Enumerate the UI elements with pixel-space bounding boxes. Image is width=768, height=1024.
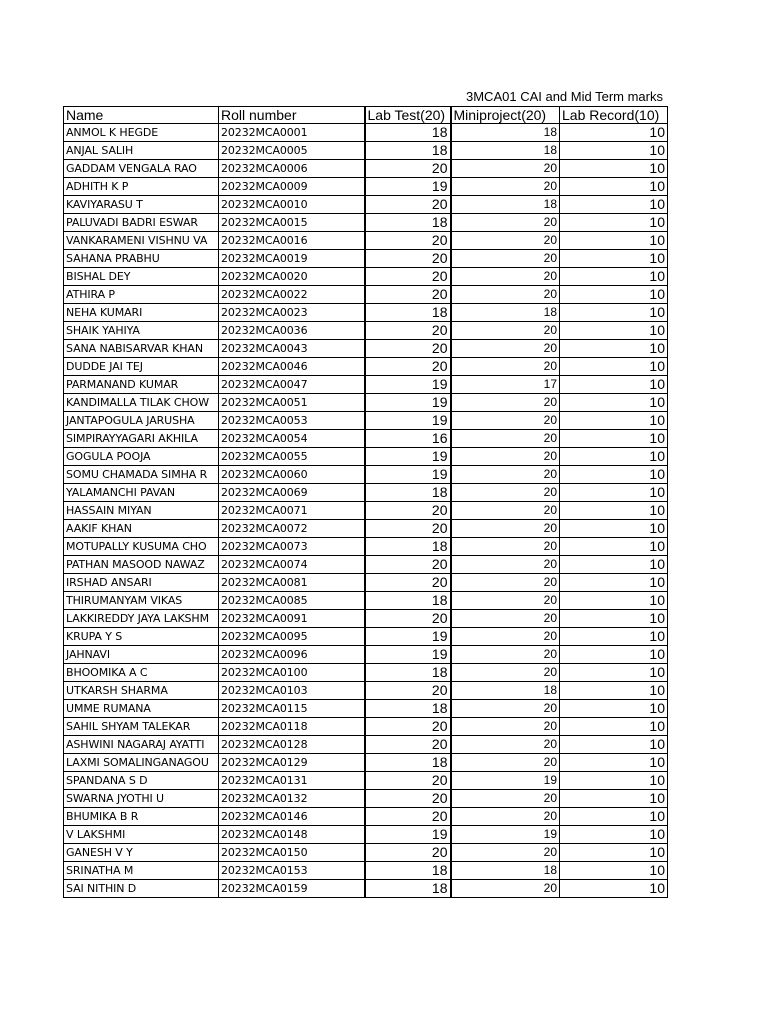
cell-name[interactable]: YALAMANCHI PAVAN <box>64 484 219 502</box>
cell-miniproject[interactable]: 20 <box>451 232 560 250</box>
cell-miniproject[interactable]: 20 <box>451 484 560 502</box>
table-row <box>64 160 668 178</box>
table-row <box>64 376 668 394</box>
cell-name[interactable]: BISHAL DEY <box>64 268 219 286</box>
table-row <box>64 448 668 466</box>
column-header-miniproject[interactable]: Miniproject(20) <box>451 107 560 124</box>
cell-roll-number[interactable]: 20232MCA0046 <box>219 358 365 376</box>
table-row <box>64 538 668 556</box>
cell-lab-test[interactable]: 18 <box>365 754 451 772</box>
cell-lab-record[interactable]: 10 <box>560 844 668 862</box>
cell-name[interactable]: UMME RUMANA <box>64 700 219 718</box>
table-row <box>64 340 668 358</box>
cell-roll-number[interactable]: 20232MCA0051 <box>219 394 365 412</box>
cell-roll-number[interactable]: 20232MCA0153 <box>219 862 365 880</box>
table-row <box>64 790 668 808</box>
cell-lab-test[interactable]: 18 <box>365 484 451 502</box>
cell-name[interactable]: GOGULA POOJA <box>64 448 219 466</box>
cell-roll-number[interactable]: 20232MCA0043 <box>219 340 365 358</box>
cell-lab-record[interactable]: 10 <box>560 340 668 358</box>
cell-miniproject[interactable]: 20 <box>451 340 560 358</box>
cell-name[interactable]: SANA NABISARVAR KHAN <box>64 340 219 358</box>
cell-lab-test[interactable]: 16 <box>365 430 451 448</box>
table-row <box>64 844 668 862</box>
cell-roll-number[interactable]: 20232MCA0071 <box>219 502 365 520</box>
table-row <box>64 718 668 736</box>
cell-lab-record[interactable]: 10 <box>560 358 668 376</box>
cell-lab-record[interactable]: 10 <box>560 646 668 664</box>
cell-miniproject[interactable]: 20 <box>451 556 560 574</box>
cell-name[interactable]: JANTAPOGULA JARUSHA <box>64 412 219 430</box>
cell-miniproject[interactable]: 20 <box>451 718 560 736</box>
cell-name[interactable]: VANKARAMENI VISHNU VA <box>64 232 219 250</box>
cell-roll-number[interactable]: 20232MCA0009 <box>219 178 365 196</box>
cell-miniproject[interactable]: 20 <box>451 880 560 898</box>
cell-lab-test[interactable]: 20 <box>365 322 451 340</box>
cell-name[interactable]: PATHAN MASOOD NAWAZ <box>64 556 219 574</box>
table-row <box>64 358 668 376</box>
cell-name[interactable]: KANDIMALLA TILAK CHOW <box>64 394 219 412</box>
cell-roll-number[interactable]: 20232MCA0016 <box>219 232 365 250</box>
cell-roll-number[interactable]: 20232MCA0096 <box>219 646 365 664</box>
table-row <box>64 196 668 214</box>
cell-roll-number[interactable]: 20232MCA0006 <box>219 160 365 178</box>
cell-lab-test[interactable]: 20 <box>365 268 451 286</box>
cell-name[interactable]: GADDAM VENGALA RAO <box>64 160 219 178</box>
table-row <box>64 322 668 340</box>
cell-name[interactable]: SAHANA PRABHU <box>64 250 219 268</box>
cell-miniproject[interactable]: 20 <box>451 286 560 304</box>
cell-roll-number[interactable]: 20232MCA0103 <box>219 682 365 700</box>
cell-lab-record[interactable]: 10 <box>560 214 668 232</box>
cell-roll-number[interactable]: 20232MCA0001 <box>219 124 365 142</box>
cell-miniproject[interactable]: 20 <box>451 178 560 196</box>
marks-table <box>63 106 668 898</box>
cell-name[interactable]: SIMPIRAYYAGARI AKHILA <box>64 430 219 448</box>
cell-roll-number[interactable]: 20232MCA0129 <box>219 754 365 772</box>
cell-miniproject[interactable]: 19 <box>451 772 560 790</box>
cell-name[interactable]: PALUVADI BADRI ESWAR <box>64 214 219 232</box>
cell-roll-number[interactable]: 20232MCA0085 <box>219 592 365 610</box>
cell-miniproject[interactable]: 18 <box>451 142 560 160</box>
cell-lab-record[interactable]: 10 <box>560 880 668 898</box>
cell-lab-test[interactable]: 18 <box>365 124 451 142</box>
cell-lab-test[interactable]: 20 <box>365 196 451 214</box>
cell-lab-test[interactable]: 19 <box>365 394 451 412</box>
cell-lab-test[interactable]: 20 <box>365 556 451 574</box>
cell-lab-record[interactable]: 10 <box>560 628 668 646</box>
cell-name[interactable]: ASHWINI NAGARAJ AYATTI <box>64 736 219 754</box>
cell-roll-number[interactable]: 20232MCA0010 <box>219 196 365 214</box>
cell-miniproject[interactable]: 18 <box>451 304 560 322</box>
cell-roll-number[interactable]: 20232MCA0074 <box>219 556 365 574</box>
cell-name[interactable]: UTKARSH SHARMA <box>64 682 219 700</box>
cell-lab-test[interactable]: 18 <box>365 214 451 232</box>
cell-lab-test[interactable]: 20 <box>365 250 451 268</box>
cell-miniproject[interactable]: 20 <box>451 628 560 646</box>
column-header-name[interactable]: Name <box>64 107 219 124</box>
cell-lab-record[interactable]: 10 <box>560 376 668 394</box>
cell-lab-record[interactable]: 10 <box>560 574 668 592</box>
cell-miniproject[interactable]: 20 <box>451 466 560 484</box>
cell-name[interactable]: ATHIRA P <box>64 286 219 304</box>
cell-lab-record[interactable]: 10 <box>560 322 668 340</box>
cell-miniproject[interactable]: 20 <box>451 664 560 682</box>
cell-lab-test[interactable]: 18 <box>365 538 451 556</box>
table-row <box>64 682 668 700</box>
cell-lab-test[interactable]: 18 <box>365 592 451 610</box>
cell-lab-record[interactable]: 10 <box>560 754 668 772</box>
cell-lab-test[interactable]: 20 <box>365 574 451 592</box>
table-row <box>64 268 668 286</box>
cell-lab-test[interactable]: 19 <box>365 628 451 646</box>
cell-roll-number[interactable]: 20232MCA0005 <box>219 142 365 160</box>
cell-miniproject[interactable]: 20 <box>451 736 560 754</box>
cell-lab-record[interactable]: 10 <box>560 520 668 538</box>
table-row <box>64 466 668 484</box>
cell-lab-test[interactable]: 20 <box>365 286 451 304</box>
table-row <box>64 610 668 628</box>
table-row <box>64 592 668 610</box>
cell-name[interactable]: ANMOL K HEGDE <box>64 124 219 142</box>
cell-lab-test[interactable]: 20 <box>365 808 451 826</box>
cell-roll-number[interactable]: 20232MCA0115 <box>219 700 365 718</box>
column-header-lab-record[interactable]: Lab Record(10) <box>560 107 668 124</box>
cell-lab-test[interactable]: 20 <box>365 340 451 358</box>
cell-lab-record[interactable]: 10 <box>560 466 668 484</box>
cell-miniproject[interactable]: 20 <box>451 790 560 808</box>
cell-miniproject[interactable]: 20 <box>451 322 560 340</box>
cell-miniproject[interactable]: 17 <box>451 376 560 394</box>
cell-lab-test[interactable]: 18 <box>365 862 451 880</box>
cell-roll-number[interactable]: 20232MCA0150 <box>219 844 365 862</box>
cell-roll-number[interactable]: 20232MCA0118 <box>219 718 365 736</box>
cell-roll-number[interactable]: 20232MCA0023 <box>219 304 365 322</box>
cell-lab-record[interactable]: 10 <box>560 232 668 250</box>
cell-lab-record[interactable]: 10 <box>560 790 668 808</box>
cell-lab-test[interactable]: 19 <box>365 466 451 484</box>
table-row <box>64 700 668 718</box>
cell-lab-record[interactable]: 10 <box>560 268 668 286</box>
cell-lab-record[interactable]: 10 <box>560 862 668 880</box>
cell-lab-test[interactable]: 20 <box>365 682 451 700</box>
cell-name[interactable]: THIRUMANYAM VIKAS <box>64 592 219 610</box>
cell-name[interactable]: SPANDANA S D <box>64 772 219 790</box>
header-row <box>64 107 668 124</box>
cell-lab-test[interactable]: 20 <box>365 736 451 754</box>
table-row <box>64 826 668 844</box>
cell-lab-record[interactable]: 10 <box>560 394 668 412</box>
cell-name[interactable]: IRSHAD ANSARI <box>64 574 219 592</box>
cell-lab-test[interactable]: 18 <box>365 700 451 718</box>
cell-roll-number[interactable]: 20232MCA0022 <box>219 286 365 304</box>
cell-lab-test[interactable]: 20 <box>365 502 451 520</box>
cell-lab-record[interactable]: 10 <box>560 142 668 160</box>
table-row <box>64 772 668 790</box>
cell-miniproject[interactable]: 20 <box>451 268 560 286</box>
cell-roll-number[interactable]: 20232MCA0069 <box>219 484 365 502</box>
cell-miniproject[interactable]: 20 <box>451 502 560 520</box>
cell-lab-record[interactable]: 10 <box>560 196 668 214</box>
cell-lab-record[interactable]: 10 <box>560 250 668 268</box>
cell-roll-number[interactable]: 20232MCA0095 <box>219 628 365 646</box>
cell-miniproject[interactable]: 20 <box>451 646 560 664</box>
cell-name[interactable]: SWARNA JYOTHI U <box>64 790 219 808</box>
cell-lab-record[interactable]: 10 <box>560 538 668 556</box>
table-row <box>64 880 668 898</box>
cell-name[interactable]: MOTUPALLY KUSUMA CHO <box>64 538 219 556</box>
cell-lab-test[interactable]: 20 <box>365 772 451 790</box>
cell-name[interactable]: ANJAL SALIH <box>64 142 219 160</box>
cell-miniproject[interactable]: 20 <box>451 538 560 556</box>
cell-roll-number[interactable]: 20232MCA0020 <box>219 268 365 286</box>
cell-miniproject[interactable]: 20 <box>451 610 560 628</box>
cell-lab-test[interactable]: 20 <box>365 790 451 808</box>
cell-roll-number[interactable]: 20232MCA0091 <box>219 610 365 628</box>
column-header-roll-number[interactable]: Roll number <box>219 107 365 124</box>
cell-lab-record[interactable]: 10 <box>560 736 668 754</box>
cell-roll-number[interactable]: 20232MCA0100 <box>219 664 365 682</box>
cell-lab-record[interactable]: 10 <box>560 808 668 826</box>
cell-roll-number[interactable]: 20232MCA0159 <box>219 880 365 898</box>
cell-roll-number[interactable]: 20232MCA0047 <box>219 376 365 394</box>
cell-name[interactable]: DUDDE JAI TEJ <box>64 358 219 376</box>
table-row <box>64 232 668 250</box>
cell-lab-test[interactable]: 20 <box>365 718 451 736</box>
cell-roll-number[interactable]: 20232MCA0128 <box>219 736 365 754</box>
cell-name[interactable]: SHAIK YAHIYA <box>64 322 219 340</box>
table-row <box>64 250 668 268</box>
cell-name[interactable]: GANESH V Y <box>64 844 219 862</box>
cell-miniproject[interactable]: 20 <box>451 448 560 466</box>
cell-lab-record[interactable]: 10 <box>560 664 668 682</box>
table-row <box>64 178 668 196</box>
cell-roll-number[interactable]: 20232MCA0146 <box>219 808 365 826</box>
cell-name[interactable]: JAHNAVI <box>64 646 219 664</box>
cell-roll-number[interactable]: 20232MCA0019 <box>219 250 365 268</box>
cell-miniproject[interactable]: 20 <box>451 808 560 826</box>
cell-lab-record[interactable]: 10 <box>560 484 668 502</box>
cell-roll-number[interactable]: 20232MCA0131 <box>219 772 365 790</box>
cell-name[interactable]: KAVIYARASU T <box>64 196 219 214</box>
cell-lab-record[interactable]: 10 <box>560 592 668 610</box>
cell-lab-test[interactable]: 18 <box>365 304 451 322</box>
cell-lab-test[interactable]: 20 <box>365 232 451 250</box>
cell-roll-number[interactable]: 20232MCA0060 <box>219 466 365 484</box>
table-row <box>64 556 668 574</box>
cell-roll-number[interactable]: 20232MCA0148 <box>219 826 365 844</box>
cell-miniproject[interactable]: 20 <box>451 430 560 448</box>
table-row <box>64 664 668 682</box>
cell-lab-test[interactable]: 18 <box>365 664 451 682</box>
cell-roll-number[interactable]: 20232MCA0132 <box>219 790 365 808</box>
table-row <box>64 754 668 772</box>
table-row <box>64 502 668 520</box>
cell-lab-test[interactable]: 19 <box>365 178 451 196</box>
cell-lab-record[interactable]: 10 <box>560 682 668 700</box>
cell-lab-record[interactable]: 10 <box>560 178 668 196</box>
cell-lab-test[interactable]: 20 <box>365 160 451 178</box>
cell-miniproject[interactable]: 20 <box>451 574 560 592</box>
cell-name[interactable]: SAI NITHIN D <box>64 880 219 898</box>
table-row <box>64 574 668 592</box>
table-row <box>64 394 668 412</box>
cell-name[interactable]: AAKIF KHAN <box>64 520 219 538</box>
cell-lab-test[interactable]: 20 <box>365 844 451 862</box>
cell-miniproject[interactable]: 18 <box>451 682 560 700</box>
table-row <box>64 520 668 538</box>
cell-lab-record[interactable]: 10 <box>560 412 668 430</box>
cell-miniproject[interactable]: 20 <box>451 412 560 430</box>
cell-roll-number[interactable]: 20232MCA0054 <box>219 430 365 448</box>
column-header-lab-test[interactable]: Lab Test(20) <box>365 107 451 124</box>
table-row <box>64 286 668 304</box>
table-row <box>64 430 668 448</box>
cell-miniproject[interactable]: 20 <box>451 160 560 178</box>
cell-name[interactable]: NEHA KUMARI <box>64 304 219 322</box>
cell-name[interactable]: LAKKIREDDY JAYA LAKSHM <box>64 610 219 628</box>
cell-lab-record[interactable]: 10 <box>560 448 668 466</box>
cell-lab-test[interactable]: 20 <box>365 520 451 538</box>
cell-name[interactable]: ADHITH K P <box>64 178 219 196</box>
cell-lab-test[interactable]: 19 <box>365 826 451 844</box>
cell-roll-number[interactable]: 20232MCA0081 <box>219 574 365 592</box>
cell-lab-record[interactable]: 10 <box>560 826 668 844</box>
table-row <box>64 646 668 664</box>
cell-lab-record[interactable]: 10 <box>560 160 668 178</box>
table-row <box>64 628 668 646</box>
cell-name[interactable]: BHUMIKA B R <box>64 808 219 826</box>
cell-lab-record[interactable]: 10 <box>560 610 668 628</box>
cell-lab-record[interactable]: 10 <box>560 304 668 322</box>
cell-lab-record[interactable]: 10 <box>560 502 668 520</box>
cell-miniproject[interactable]: 20 <box>451 592 560 610</box>
table-row <box>64 736 668 754</box>
cell-name[interactable]: V LAKSHMI <box>64 826 219 844</box>
cell-lab-test[interactable]: 19 <box>365 646 451 664</box>
table-row <box>64 862 668 880</box>
cell-miniproject[interactable]: 20 <box>451 358 560 376</box>
cell-name[interactable]: SRINATHA M <box>64 862 219 880</box>
table-row <box>64 124 668 142</box>
table-row <box>64 304 668 322</box>
cell-name[interactable]: BHOOMIKA A C <box>64 664 219 682</box>
cell-miniproject[interactable]: 18 <box>451 862 560 880</box>
table-row <box>64 484 668 502</box>
cell-name[interactable]: KRUPA Y S <box>64 628 219 646</box>
cell-miniproject[interactable]: 20 <box>451 844 560 862</box>
cell-miniproject[interactable]: 20 <box>451 520 560 538</box>
cell-name[interactable]: LAXMI SOMALINGANAGOU <box>64 754 219 772</box>
cell-lab-record[interactable]: 10 <box>560 700 668 718</box>
cell-name[interactable]: SAHIL SHYAM TALEKAR <box>64 718 219 736</box>
cell-lab-test[interactable]: 19 <box>365 448 451 466</box>
cell-roll-number[interactable]: 20232MCA0036 <box>219 322 365 340</box>
cell-lab-record[interactable]: 10 <box>560 286 668 304</box>
cell-miniproject[interactable]: 20 <box>451 700 560 718</box>
cell-name[interactable]: SOMU CHAMADA SIMHA R <box>64 466 219 484</box>
cell-lab-test[interactable]: 19 <box>365 376 451 394</box>
cell-miniproject[interactable]: 18 <box>451 124 560 142</box>
cell-name[interactable]: HASSAIN MIYAN <box>64 502 219 520</box>
cell-miniproject[interactable]: 20 <box>451 250 560 268</box>
cell-miniproject[interactable]: 20 <box>451 754 560 772</box>
cell-lab-test[interactable]: 18 <box>365 880 451 898</box>
cell-roll-number[interactable]: 20232MCA0053 <box>219 412 365 430</box>
cell-miniproject[interactable]: 20 <box>451 394 560 412</box>
table-row <box>64 142 668 160</box>
cell-miniproject[interactable]: 18 <box>451 196 560 214</box>
table-row <box>64 808 668 826</box>
cell-lab-test[interactable]: 20 <box>365 610 451 628</box>
cell-lab-record[interactable]: 10 <box>560 718 668 736</box>
cell-name[interactable]: PARMANAND KUMAR <box>64 376 219 394</box>
cell-lab-record[interactable]: 10 <box>560 430 668 448</box>
cell-lab-test[interactable]: 19 <box>365 412 451 430</box>
cell-lab-test[interactable]: 20 <box>365 358 451 376</box>
cell-roll-number[interactable]: 20232MCA0055 <box>219 448 365 466</box>
cell-lab-record[interactable]: 10 <box>560 124 668 142</box>
cell-roll-number[interactable]: 20232MCA0072 <box>219 520 365 538</box>
table-row <box>64 412 668 430</box>
cell-lab-record[interactable]: 10 <box>560 772 668 790</box>
table-row <box>64 214 668 232</box>
cell-lab-record[interactable]: 10 <box>560 556 668 574</box>
cell-miniproject[interactable]: 20 <box>451 214 560 232</box>
sheet-title: 3MCA01 CAI and Mid Term marks <box>466 89 663 104</box>
cell-lab-test[interactable]: 18 <box>365 142 451 160</box>
cell-roll-number[interactable]: 20232MCA0015 <box>219 214 365 232</box>
cell-miniproject[interactable]: 19 <box>451 826 560 844</box>
cell-roll-number[interactable]: 20232MCA0073 <box>219 538 365 556</box>
